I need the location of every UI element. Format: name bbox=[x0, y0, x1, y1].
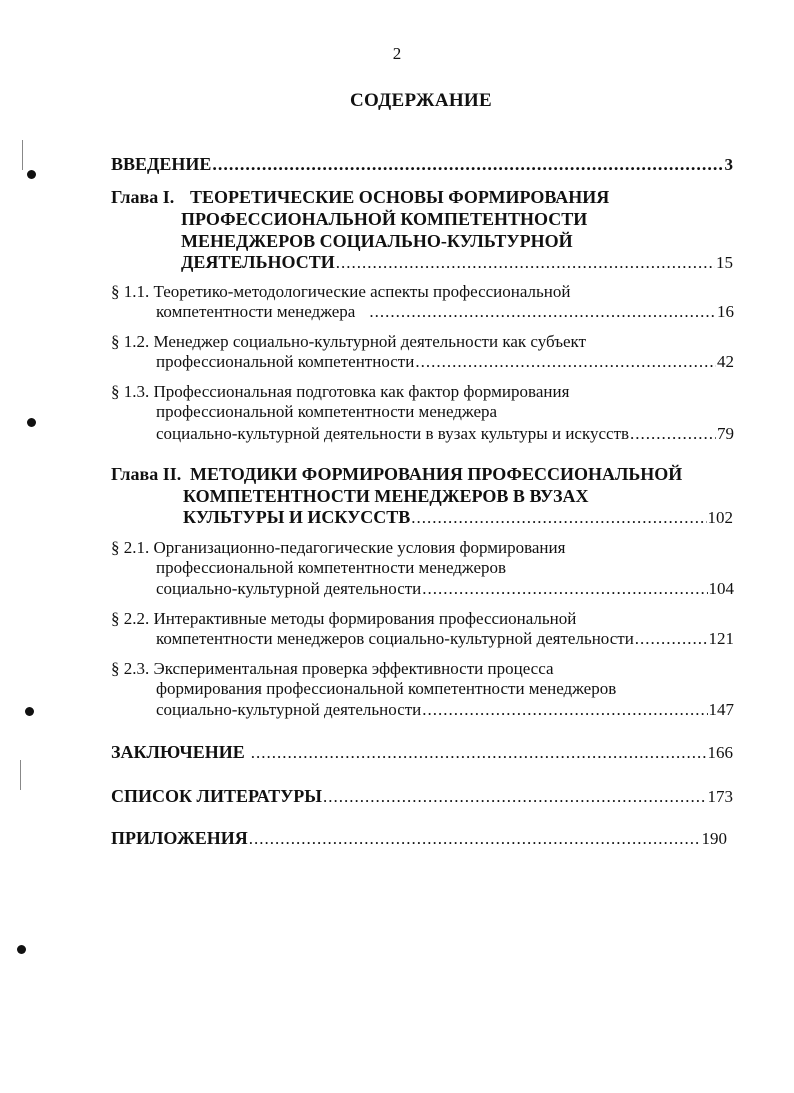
dot-leader bbox=[249, 829, 701, 849]
section-number: § 2.2. bbox=[111, 609, 150, 628]
toc-entry-page: 3 bbox=[724, 155, 733, 174]
section-1-3-line bbox=[111, 382, 569, 402]
binder-hole-mark bbox=[27, 170, 36, 179]
toc-entry-section-2-3[interactable] bbox=[156, 700, 734, 720]
chapter-1-title-line: МЕНЕДЖЕРОВ СОЦИАЛЬНО-КУЛЬТУРНОЙ bbox=[181, 231, 573, 251]
chapter-2-title-line: КОМПЕТЕНТНОСТИ МЕНЕДЖЕРОВ В ВУЗАХ bbox=[183, 486, 589, 506]
section-number: § 1.3. bbox=[111, 382, 150, 401]
section-title-line: профессиональной компетентности менеджера bbox=[156, 402, 498, 421]
toc-entry-chapter-1[interactable] bbox=[181, 252, 733, 273]
page-number: 2 bbox=[392, 44, 402, 63]
toc-entry-label: ЗАКЛЮЧЕНИЕ bbox=[111, 742, 245, 762]
section-number: § 2.3. bbox=[111, 659, 150, 678]
section-title-line: компетентности менеджера bbox=[156, 302, 356, 321]
dot-leader bbox=[212, 154, 723, 175]
chapter-2-label: Глава II. bbox=[111, 464, 182, 484]
section-title-line: Интерактивные методы формирования профессиональной bbox=[153, 609, 577, 628]
toc-entry-page: 173 bbox=[707, 787, 733, 806]
dot-leader bbox=[635, 629, 708, 649]
section-number: § 1.1. bbox=[111, 282, 150, 301]
section-title-line: Теоретико-методологические аспекты профессиональной bbox=[153, 282, 571, 301]
toc-entry-label: СПИСОК ЛИТЕРАТУРЫ bbox=[111, 786, 322, 806]
chapter-2-title-line: КУЛЬТУРЫ И ИСКУССТВ bbox=[183, 507, 411, 527]
toc-entry-references[interactable] bbox=[111, 786, 733, 807]
binder-hole-mark bbox=[17, 945, 26, 954]
section-title-line: Экспериментальная проверка эффективности процесса bbox=[153, 659, 554, 678]
toc-entry-page: 16 bbox=[717, 302, 734, 321]
toc-entry-label: ВВЕДЕНИЕ bbox=[111, 154, 212, 174]
dot-leader bbox=[323, 787, 707, 807]
toc-entry-page: 166 bbox=[707, 743, 733, 762]
toc-entry-label: ПРИЛОЖЕНИЯ bbox=[111, 828, 248, 848]
chapter-1-label: Глава I. bbox=[111, 187, 175, 207]
chapter-2-title-line: МЕТОДИКИ ФОРМИРОВАНИЯ ПРОФЕССИОНАЛЬНОЙ bbox=[190, 464, 683, 484]
toc-entry-appendices[interactable] bbox=[111, 828, 727, 849]
toc-entry-intro[interactable] bbox=[111, 154, 733, 175]
dot-leader bbox=[336, 253, 715, 273]
toc-entry-page: 15 bbox=[716, 253, 733, 272]
section-title-line: социально-культурной деятельности bbox=[156, 579, 422, 598]
toc-entry-conclusion[interactable] bbox=[111, 742, 733, 763]
toc-entry-section-1-3[interactable] bbox=[156, 424, 734, 444]
section-2-3-line bbox=[111, 659, 554, 679]
margin-line bbox=[22, 140, 23, 170]
toc-entry-page: 102 bbox=[707, 508, 733, 527]
chapter-1-title-line: ПРОФЕССИОНАЛЬНОЙ КОМПЕТЕНТНОСТИ bbox=[181, 209, 588, 229]
chapter-1-title-line: ТЕОРЕТИЧЕСКИЕ ОСНОВЫ ФОРМИРОВАНИЯ bbox=[190, 187, 610, 207]
section-title-line: профессиональной компетентности менеджеров bbox=[156, 558, 507, 577]
binder-hole-mark bbox=[27, 418, 36, 427]
toc-entry-section-1-1[interactable] bbox=[156, 302, 734, 322]
toc-entry-section-2-2[interactable] bbox=[156, 629, 734, 649]
section-2-1-line bbox=[111, 538, 565, 558]
binder-hole-mark bbox=[25, 707, 34, 716]
section-1-1-line bbox=[111, 282, 571, 302]
section-title-line: Организационно-педагогические условия формирования bbox=[153, 538, 566, 557]
toc-entry-chapter-2[interactable] bbox=[183, 507, 733, 528]
section-number: § 1.2. bbox=[111, 332, 150, 351]
section-title-line: компетентности менеджеров социально-культурной деятельности bbox=[156, 629, 634, 648]
toc-entry-page: 121 bbox=[708, 629, 734, 648]
section-1-2-line bbox=[111, 332, 586, 352]
dot-leader bbox=[422, 700, 707, 720]
toc-entry-page: 79 bbox=[717, 424, 734, 443]
toc-entry-section-2-1[interactable] bbox=[156, 579, 734, 599]
dot-leader bbox=[422, 579, 707, 599]
dot-leader bbox=[415, 352, 716, 372]
dot-leader bbox=[411, 508, 706, 528]
section-2-2-line bbox=[111, 609, 576, 629]
section-title-line: социально-культурной деятельности в вузах культуры и искусств bbox=[156, 424, 630, 443]
toc-entry-page: 190 bbox=[701, 829, 727, 848]
toc-entry-page: 147 bbox=[708, 700, 734, 719]
section-number: § 2.1. bbox=[111, 538, 150, 557]
dot-leader bbox=[251, 743, 707, 763]
dot-leader bbox=[369, 302, 716, 322]
section-title-line: Менеджер социально-культурной деятельности как субъект bbox=[153, 332, 587, 351]
section-title-line: социально-культурной деятельности bbox=[156, 700, 422, 719]
section-title-line: формирования профессиональной компетентности менеджеров bbox=[156, 679, 617, 698]
toc-entry-section-1-2[interactable] bbox=[156, 352, 734, 372]
page-title: СОДЕРЖАНИЕ bbox=[350, 90, 492, 111]
margin-line bbox=[20, 760, 21, 790]
section-title-line: профессиональной компетентности bbox=[156, 352, 415, 371]
chapter-1-title-line: ДЕЯТЕЛЬНОСТИ bbox=[181, 252, 335, 272]
toc-entry-page: 42 bbox=[717, 352, 734, 371]
dot-leader bbox=[630, 424, 716, 444]
toc-entry-page: 104 bbox=[708, 579, 734, 598]
section-title-line: Профессиональная подготовка как фактор формирования bbox=[153, 382, 570, 401]
